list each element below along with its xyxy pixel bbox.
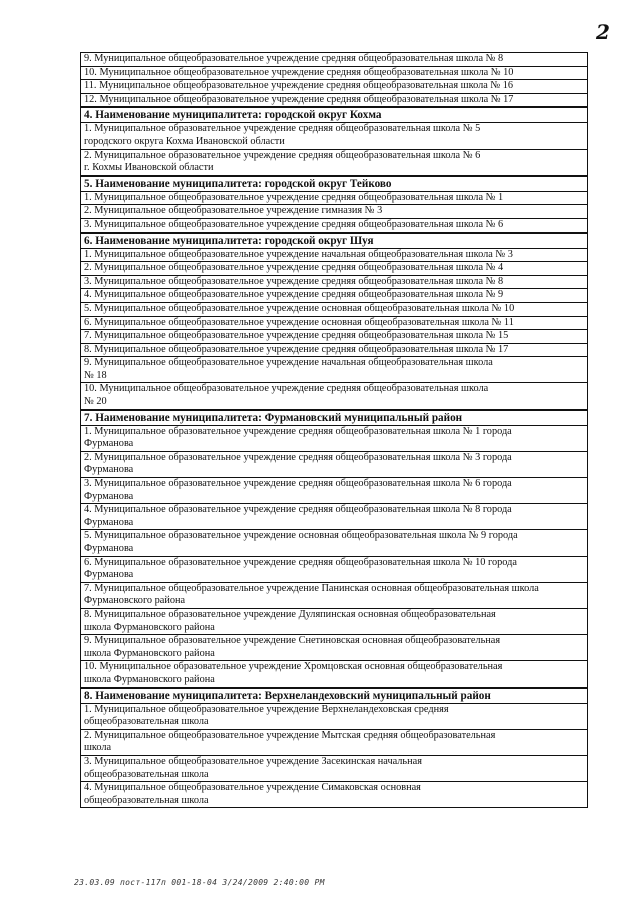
schools-table-body	[81, 53, 588, 808]
school-name-line: Фурмановского района	[84, 595, 186, 607]
school-row	[81, 478, 588, 504]
school-name-line: 9. Муниципальное образовательное учреждение Снетиновская основная общеобразовательная	[84, 635, 501, 647]
school-name-cell	[81, 755, 588, 781]
school-name-line: городского округа Кохма Ивановской области	[84, 135, 285, 147]
school-name-line: школа Фурмановского района	[84, 673, 215, 685]
school-row	[81, 275, 588, 289]
school-name-cell: 11. Муниципальное общеобразовательное учреждение средняя общеобразовательная школа № 16	[81, 80, 588, 94]
school-name-line: 2. Муниципальное общеобразовательное учреждение Мытская средняя общеобразовательная	[84, 729, 496, 741]
school-row	[81, 383, 588, 410]
school-name-cell	[81, 608, 588, 634]
school-name-cell: 1. Муниципальное общеобразовательное учреждение начальная общеобразовательная школа № 3	[81, 248, 588, 262]
school-name-line: 8. Муниципальное образовательное учреждение Дуляпинская основная общеобразовательная	[84, 608, 496, 620]
school-row	[81, 504, 588, 530]
school-name-cell: 2. Муниципальное общеобразовательное учреждение гимназия № 3	[81, 205, 588, 219]
school-name-cell: 9. Муниципальное общеобразовательное учреждение средняя общеобразовательная школа № 8	[81, 53, 588, 67]
school-name-cell	[81, 556, 588, 582]
school-name-line: 4. Муниципальное образовательное учреждение средняя общеобразовательная школа № 8 города	[84, 504, 512, 516]
school-row	[81, 93, 588, 107]
school-row	[81, 530, 588, 556]
school-name-line: 6. Муниципальное образовательное учреждение средняя общеобразовательная школа № 10 города	[84, 556, 517, 568]
school-name-cell: 5. Муниципальное общеобразовательное учреждение основная общеобразовательная школа № 10	[81, 302, 588, 316]
school-name-line: 5. Муниципальное образовательное учреждение основная общеобразовательная школа № 9 города	[84, 530, 518, 542]
school-name-line: школа Фурмановского района	[84, 647, 215, 659]
school-row	[81, 661, 588, 688]
school-row	[81, 608, 588, 634]
municipality-heading: 5. Наименование муниципалитета: городской округ Тейково	[81, 176, 588, 192]
school-row	[81, 755, 588, 781]
school-name-cell	[81, 425, 588, 451]
school-name-line: школа Фурмановского района	[84, 621, 215, 633]
school-name-cell: 3. Муниципальное общеобразовательное учреждение средняя общеобразовательная школа № 8	[81, 275, 588, 289]
school-row	[81, 123, 588, 149]
school-row	[81, 248, 588, 262]
school-row	[81, 703, 588, 729]
school-row	[81, 357, 588, 383]
municipality-heading: 7. Наименование муниципалитета: Фурмановский муниципальный район	[81, 410, 588, 426]
school-name-line: 7. Муниципальное общеобразовательное учреждение Панинская основная общеобразовательная школа	[84, 582, 539, 594]
school-row	[81, 782, 588, 808]
school-name-cell: 12. Муниципальное общеобразовательное учреждение средняя общеобразовательная школа № 17	[81, 93, 588, 107]
school-name-line: 1. Муниципальное образовательное учреждение средняя общеобразовательная школа № 5	[84, 123, 481, 135]
school-row	[81, 302, 588, 316]
municipality-heading-row	[81, 107, 588, 123]
school-name-line: общеобразовательная школа	[84, 716, 209, 728]
municipality-heading-row	[81, 688, 588, 704]
school-name-cell	[81, 661, 588, 688]
school-name-line: 4. Муниципальное общеобразовательное учреждение Симаковская основная	[84, 782, 421, 794]
school-name-cell: 10. Муниципальное общеобразовательное учреждение средняя общеобразовательная школа № 10	[81, 66, 588, 80]
school-name-line: Фурманова	[84, 464, 134, 476]
school-name-line: г. Кохмы Ивановской области	[84, 162, 214, 174]
school-name-line: 1. Муниципальное общеобразовательное учреждение Верхнеландеховская средняя	[84, 703, 449, 715]
school-row	[81, 425, 588, 451]
school-name-line: Фурманова	[84, 516, 134, 528]
school-name-line: Фурманова	[84, 438, 134, 450]
school-row	[81, 218, 588, 232]
school-name-cell	[81, 782, 588, 808]
school-name-line: 1. Муниципальное образовательное учреждение средняя общеобразовательная школа № 1 города	[84, 425, 512, 437]
school-name-cell	[81, 478, 588, 504]
school-name-line: общеобразовательная школа	[84, 794, 209, 806]
school-row	[81, 343, 588, 357]
school-name-line: Фурманова	[84, 569, 134, 581]
school-name-cell	[81, 383, 588, 410]
school-row	[81, 451, 588, 477]
school-name-line: № 18	[84, 369, 107, 381]
schools-table	[80, 52, 588, 808]
school-name-cell	[81, 504, 588, 530]
school-name-cell: 4. Муниципальное общеобразовательное учреждение средняя общеобразовательная школа № 9	[81, 289, 588, 303]
school-name-cell	[81, 123, 588, 149]
school-row	[81, 582, 588, 608]
school-name-cell	[81, 729, 588, 755]
school-name-line: Фурманова	[84, 490, 134, 502]
school-name-cell	[81, 451, 588, 477]
school-name-cell	[81, 582, 588, 608]
school-row	[81, 149, 588, 176]
school-name-line: школа	[84, 742, 112, 754]
school-row	[81, 205, 588, 219]
school-name-cell: 3. Муниципальное общеобразовательное учреждение средняя общеобразовательная школа № 6	[81, 218, 588, 232]
school-name-line: Фурманова	[84, 543, 134, 554]
school-row	[81, 316, 588, 330]
school-name-line: № 20	[84, 396, 107, 408]
school-name-cell: 1. Муниципальное общеобразовательное учреждение средняя общеобразовательная школа № 1	[81, 191, 588, 205]
school-name-line: 10. Муниципальное образовательное учреждение Хромцовская основная общеобразовательная	[84, 661, 503, 673]
municipality-heading: 8. Наименование муниципалитета: Верхнеландеховский муниципальный район	[81, 688, 588, 704]
school-row	[81, 289, 588, 303]
school-name-cell	[81, 149, 588, 176]
school-row	[81, 330, 588, 344]
school-name-line: 3. Муниципальное образовательное учреждение средняя общеобразовательная школа № 6 города	[84, 478, 512, 490]
school-name-cell	[81, 703, 588, 729]
school-name-line: 2. Муниципальное образовательное учреждение средняя общеобразовательная школа № 3 города	[84, 451, 512, 463]
school-name-line: общеобразовательная школа	[84, 768, 209, 780]
municipality-heading-row	[81, 410, 588, 426]
school-name-cell: 7. Муниципальное общеобразовательное учреждение средняя общеобразовательная школа № 15	[81, 330, 588, 344]
municipality-heading-row	[81, 233, 588, 249]
school-name-line: 3. Муниципальное общеобразовательное учреждение Засекинская начальная	[84, 755, 422, 767]
school-name-cell: 2. Муниципальное общеобразовательное учреждение средняя общеобразовательная школа № 4	[81, 262, 588, 276]
school-name-cell	[81, 357, 588, 383]
school-row	[81, 556, 588, 582]
school-name-cell: 8. Муниципальное общеобразовательное учреждение средняя общеобразовательная школа № 17	[81, 343, 588, 357]
municipality-heading: 6. Наименование муниципалитета: городской округ Шуя	[81, 233, 588, 249]
school-name-line: 9. Муниципальное общеобразовательное учреждение начальная общеобразовательная школа	[84, 357, 493, 369]
school-row	[81, 635, 588, 661]
school-row	[81, 66, 588, 80]
school-row	[81, 191, 588, 205]
school-row	[81, 80, 588, 94]
school-name-line: 2. Муниципальное образовательное учреждение средняя общеобразовательная школа № 6	[84, 149, 481, 161]
school-name-cell: 6. Муниципальное общеобразовательное учреждение основная общеобразовательная школа № 11	[81, 316, 588, 330]
school-name-line: 10. Муниципальное общеобразовательное учреждение средняя общеобразовательная школа	[84, 383, 489, 395]
municipality-heading-row	[81, 176, 588, 192]
page-number: 2	[596, 20, 610, 44]
school-row	[81, 262, 588, 276]
school-row	[81, 53, 588, 67]
document-footer-stamp: 23.03.09 пост-117п 001-18-04 3/24/2009 2:40:00 PM	[74, 878, 325, 887]
municipality-heading: 4. Наименование муниципалитета: городской округ Кохма	[81, 107, 588, 123]
school-row	[81, 729, 588, 755]
school-name-cell	[81, 530, 588, 556]
school-name-cell	[81, 635, 588, 661]
